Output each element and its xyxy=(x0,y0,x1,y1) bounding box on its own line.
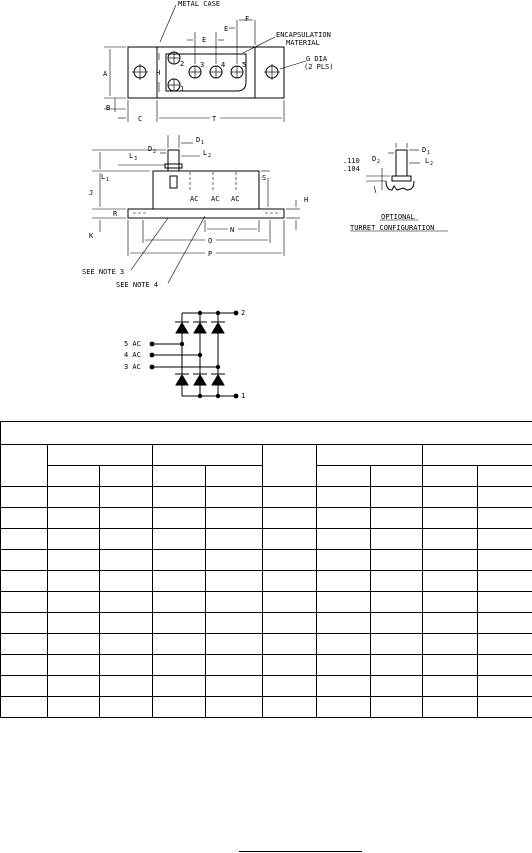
table-row xyxy=(1,634,532,655)
table-cell xyxy=(1,508,48,529)
dim-b: B xyxy=(106,104,111,112)
table-cell xyxy=(478,592,532,613)
table-cell xyxy=(478,655,532,676)
turret-dim-d1: D xyxy=(422,146,427,154)
table-cell xyxy=(206,634,263,655)
table-cell xyxy=(263,529,317,550)
terminal-4-label: 4 AC xyxy=(124,351,141,359)
table-row xyxy=(1,571,532,592)
table-cell xyxy=(153,487,206,508)
table-cell xyxy=(206,571,263,592)
ac-label-2: AC xyxy=(211,195,220,203)
svg-text:2: 2 xyxy=(377,159,381,165)
table-cell xyxy=(153,592,206,613)
table-cell xyxy=(371,613,423,634)
table-cell xyxy=(153,655,206,676)
table-cell xyxy=(48,655,100,676)
footer-rule xyxy=(239,851,362,852)
dim-c: C xyxy=(138,115,143,123)
table-cell xyxy=(48,676,100,697)
top-view xyxy=(103,0,334,123)
table-cell xyxy=(1,592,48,613)
dim-l1: L xyxy=(101,173,106,181)
table-cell xyxy=(371,550,423,571)
table-cell xyxy=(1,487,48,508)
ac-label-3: AC xyxy=(231,195,240,203)
dim-l3: L xyxy=(129,152,134,160)
header-min xyxy=(153,466,206,487)
table-title-row xyxy=(1,422,532,445)
base-plate-side xyxy=(128,209,284,218)
table-cell xyxy=(153,676,206,697)
table-cell xyxy=(371,529,423,550)
table-cell xyxy=(263,613,317,634)
table-cell xyxy=(478,571,532,592)
table-cell xyxy=(371,487,423,508)
svg-text:2: 2 xyxy=(430,161,434,167)
dim-p: P xyxy=(208,250,213,258)
table-cell xyxy=(423,613,478,634)
dim-d2: D xyxy=(148,145,153,153)
table-cell xyxy=(48,550,100,571)
lower-diodes xyxy=(175,374,225,385)
table-cell xyxy=(100,508,153,529)
dim-h: H xyxy=(156,69,161,77)
table-cell xyxy=(478,550,532,571)
table-cell xyxy=(100,655,153,676)
table-cell xyxy=(48,508,100,529)
table-cell xyxy=(206,613,263,634)
table-cell xyxy=(317,655,371,676)
table-row xyxy=(1,655,532,676)
table-cell xyxy=(48,592,100,613)
table-cell xyxy=(1,655,48,676)
header-max xyxy=(100,466,153,487)
terminal-2-node xyxy=(234,311,239,316)
encapsulation-outline xyxy=(166,54,246,91)
hole-count-callout: (2 PLS) xyxy=(304,63,334,71)
table-cell xyxy=(423,697,478,718)
dim-o: O xyxy=(208,237,213,245)
table-cell xyxy=(153,697,206,718)
table-cell xyxy=(100,529,153,550)
header-min xyxy=(48,466,100,487)
upper-diodes xyxy=(175,322,225,333)
table-cell xyxy=(48,613,100,634)
terminal-3-label: 3 AC xyxy=(124,363,141,371)
table-cell xyxy=(317,592,371,613)
table-cell xyxy=(371,571,423,592)
table-cell xyxy=(206,676,263,697)
svg-text:1: 1 xyxy=(106,177,110,183)
table-cell xyxy=(371,634,423,655)
dim-f: F xyxy=(245,15,250,23)
table-cell xyxy=(48,529,100,550)
table-cell xyxy=(153,529,206,550)
table-cell xyxy=(100,634,153,655)
turret-detail xyxy=(343,143,448,232)
table-cell xyxy=(423,487,478,508)
table-cell xyxy=(317,676,371,697)
header-max xyxy=(371,466,423,487)
hole-diameter-callout: G DIA xyxy=(306,55,328,63)
ac-label-1: AC xyxy=(190,195,199,203)
pin-number-1: 1 xyxy=(180,85,185,93)
table-cell xyxy=(317,529,371,550)
table-cell xyxy=(206,529,263,550)
header-min xyxy=(317,466,371,487)
table-cell xyxy=(206,550,263,571)
table-cell xyxy=(206,592,263,613)
table-cell xyxy=(371,592,423,613)
side-view-dimension-labels xyxy=(82,136,308,289)
table-cell xyxy=(317,697,371,718)
metal-case-callout: METAL CASE xyxy=(178,0,221,8)
terminal-5-label: 5 AC xyxy=(124,340,141,348)
terminal-collar xyxy=(170,176,177,188)
table-cell xyxy=(48,571,100,592)
header-min xyxy=(423,466,478,487)
dim-e-2: E xyxy=(224,25,229,33)
table-cell xyxy=(206,655,263,676)
header-millimeters-2 xyxy=(423,445,532,466)
table-cell xyxy=(1,634,48,655)
table-cell xyxy=(371,508,423,529)
header-inches-2 xyxy=(317,445,423,466)
table-cell xyxy=(100,571,153,592)
dim-s: S xyxy=(262,174,267,182)
table-cell xyxy=(317,571,371,592)
header-symbol-2 xyxy=(263,445,317,487)
table-cell xyxy=(263,655,317,676)
svg-text:1: 1 xyxy=(427,150,431,156)
table-cell xyxy=(206,487,263,508)
table-cell xyxy=(1,571,48,592)
table-cell xyxy=(478,613,532,634)
table-cell xyxy=(263,592,317,613)
table-cell xyxy=(478,634,532,655)
table-header-row xyxy=(1,445,532,466)
table-cell xyxy=(48,487,100,508)
table-cell xyxy=(263,487,317,508)
dim-k: K xyxy=(89,232,94,240)
table-cell xyxy=(423,508,478,529)
table-row xyxy=(1,508,532,529)
table-cell xyxy=(423,529,478,550)
table-cell xyxy=(153,613,206,634)
dim-j: J xyxy=(89,189,94,197)
header-millimeters xyxy=(153,445,263,466)
turret-dim-104: .104 xyxy=(343,165,360,173)
table-cell xyxy=(263,571,317,592)
table-row xyxy=(1,697,532,718)
table-cell xyxy=(317,508,371,529)
table-cell xyxy=(1,613,48,634)
table-cell xyxy=(317,550,371,571)
svg-text:3: 3 xyxy=(134,156,138,162)
header-inches xyxy=(48,445,153,466)
table-cell xyxy=(263,508,317,529)
table-cell xyxy=(263,697,317,718)
table-cell xyxy=(371,676,423,697)
pin-number-5: 5 xyxy=(242,61,247,69)
terminal-2-label: 2 xyxy=(241,309,246,317)
table-cell xyxy=(317,487,371,508)
table-cell xyxy=(100,550,153,571)
dim-l2: L xyxy=(203,149,208,157)
svg-text:2: 2 xyxy=(208,153,212,159)
table-cell xyxy=(100,613,153,634)
table-cell xyxy=(478,676,532,697)
table-cell xyxy=(153,634,206,655)
table-cell xyxy=(1,676,48,697)
table-cell xyxy=(423,655,478,676)
table-cell xyxy=(1,529,48,550)
turret-caption-line2: TURRET CONFIGURATION xyxy=(350,224,435,232)
table-cell xyxy=(48,697,100,718)
table-cell xyxy=(100,676,153,697)
table-title xyxy=(1,422,532,445)
table-cell xyxy=(423,571,478,592)
see-note-3: SEE NOTE 3 xyxy=(82,268,125,276)
dim-a: A xyxy=(103,70,108,78)
header-max xyxy=(478,466,532,487)
turret-dim-d2: D xyxy=(372,155,377,163)
top-view-dimension-labels xyxy=(103,0,334,123)
table-cell xyxy=(206,508,263,529)
table-cell xyxy=(478,487,532,508)
table-row xyxy=(1,529,532,550)
table-cell xyxy=(100,487,153,508)
dimensions-table xyxy=(0,421,532,718)
header-max xyxy=(206,466,263,487)
dim-h-side: H xyxy=(304,196,309,204)
table-cell xyxy=(317,613,371,634)
mounting-flange xyxy=(128,47,284,98)
table-cell xyxy=(263,676,317,697)
table-cell xyxy=(478,529,532,550)
dim-e-1: E xyxy=(202,36,207,44)
table-cell xyxy=(153,550,206,571)
pin-number-3: 3 xyxy=(200,61,205,69)
table-row xyxy=(1,676,532,697)
table-cell xyxy=(206,697,263,718)
terminal-1-label: 1 xyxy=(241,392,246,400)
dim-r: R xyxy=(113,210,118,218)
svg-text:1: 1 xyxy=(201,140,205,146)
table-row xyxy=(1,613,532,634)
table-cell xyxy=(153,571,206,592)
table-cell xyxy=(478,508,532,529)
table-row xyxy=(1,550,532,571)
table-cell xyxy=(1,550,48,571)
terminal-1-node xyxy=(234,394,239,399)
table-cell xyxy=(478,697,532,718)
table-cell xyxy=(1,697,48,718)
side-view xyxy=(82,135,308,289)
see-note-4: SEE NOTE 4 xyxy=(116,281,159,289)
table-cell xyxy=(317,634,371,655)
turret-dim-l2: L xyxy=(425,157,430,165)
table-cell xyxy=(371,697,423,718)
table-row xyxy=(1,592,532,613)
table-cell xyxy=(153,508,206,529)
table-cell xyxy=(263,634,317,655)
pin-number-4: 4 xyxy=(221,61,226,69)
table-cell xyxy=(423,676,478,697)
svg-text:2: 2 xyxy=(153,149,157,155)
table-cell xyxy=(371,655,423,676)
turret-dim-110: .110 xyxy=(343,157,360,165)
table-cell xyxy=(48,634,100,655)
bridge-rectifier-schematic xyxy=(124,309,245,400)
table-body xyxy=(1,487,532,718)
dim-d1: D xyxy=(196,136,201,144)
encapsulation-callout-line2: MATERIAL xyxy=(286,39,320,47)
table-cell xyxy=(423,592,478,613)
table-cell xyxy=(100,697,153,718)
pin-number-2: 2 xyxy=(180,60,185,68)
table-cell xyxy=(423,634,478,655)
case-body-side xyxy=(153,171,259,209)
table-cell xyxy=(423,550,478,571)
table-row xyxy=(1,487,532,508)
table-cell xyxy=(100,592,153,613)
dim-t: T xyxy=(212,115,217,123)
header-symbol xyxy=(1,445,48,487)
table-cell xyxy=(263,550,317,571)
package-outline-drawings xyxy=(0,0,532,421)
encapsulation-callout-line1: ENCAPSULATION xyxy=(276,31,331,39)
turret-caption-line1: OPTIONAL xyxy=(381,213,415,221)
dim-n: N xyxy=(230,226,235,234)
